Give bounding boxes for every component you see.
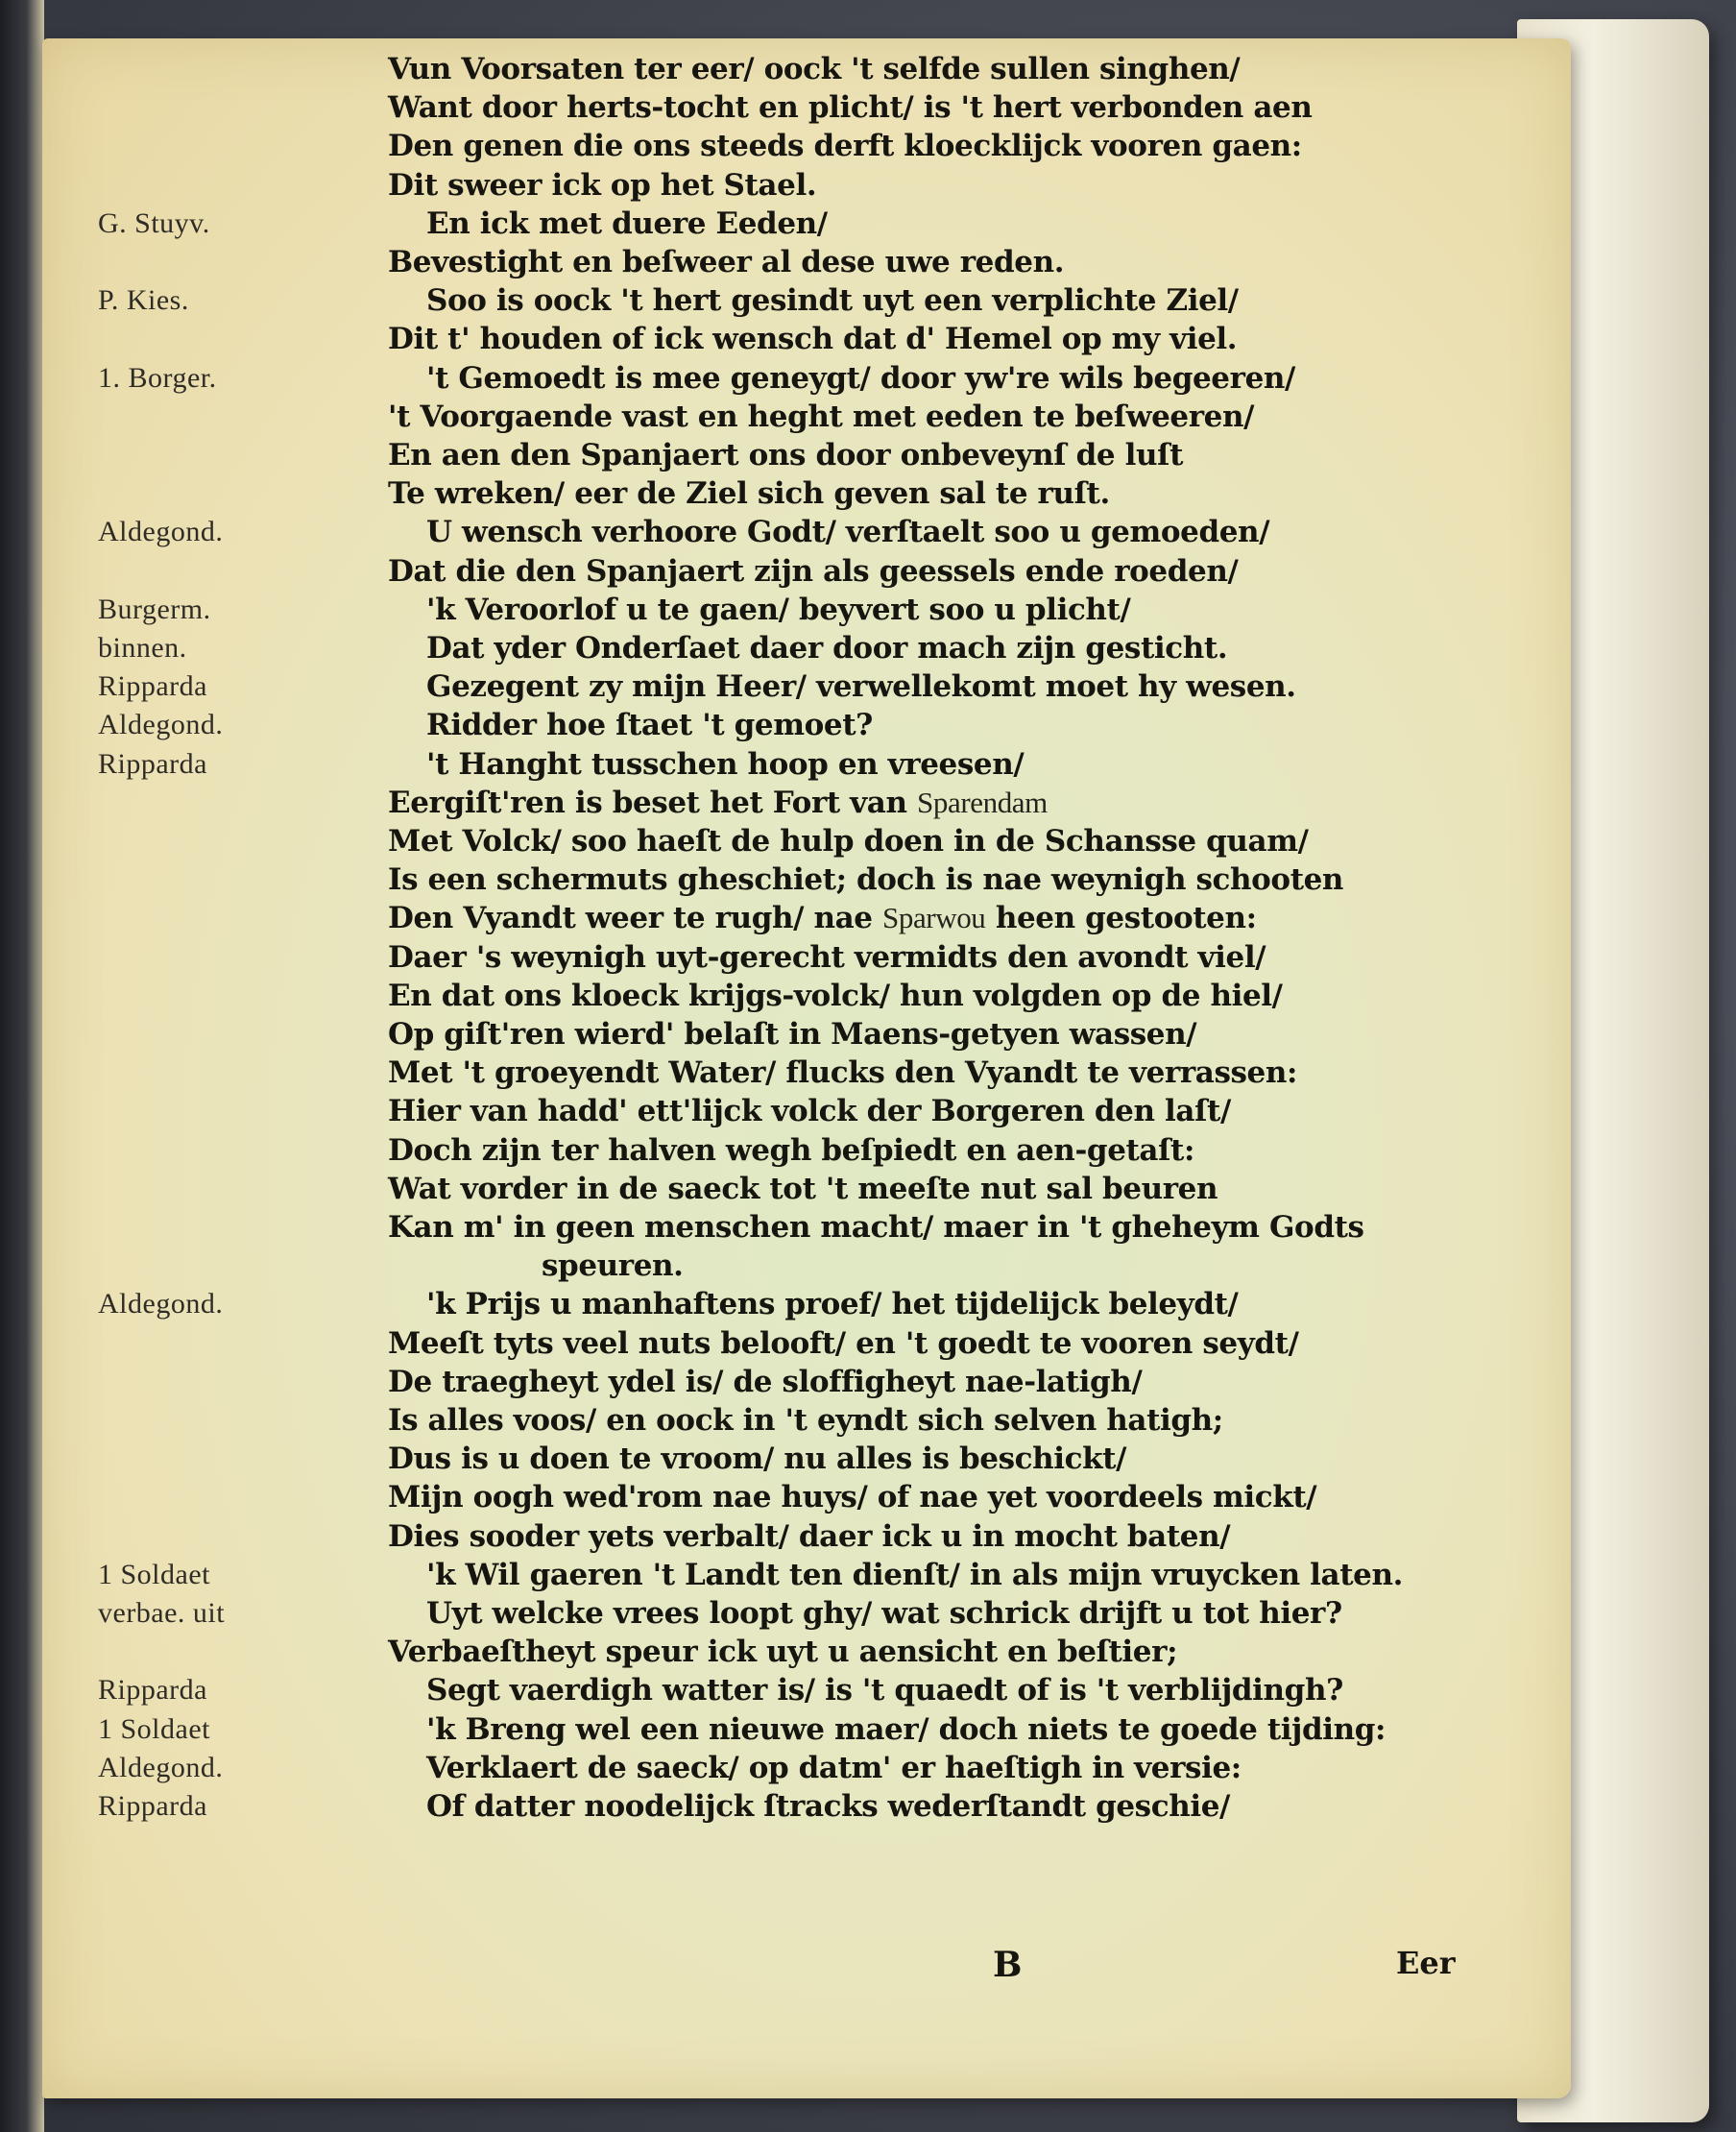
verse-line: [388, 243, 1064, 281]
verse-line: [388, 1170, 1218, 1208]
verse-text: Met Volck/ soo haeſt de hulp doen in de Schansse quam/: [388, 824, 1309, 859]
verse-text: Gezegent zy mijn Heer/ verwellekomt moet hy wesen.: [426, 669, 1296, 705]
verse-text: Segt vaerdigh watter is/ is 't quaedt of is 't verblijdingh?: [426, 1673, 1343, 1708]
verse-line: [388, 1478, 1316, 1516]
verse-text: Wat vorder in de saeck tot 't meeſte nut sal beuren: [388, 1171, 1218, 1206]
speaker-label: Aldegond.: [98, 516, 224, 548]
catchword: Eer: [1396, 1945, 1456, 1981]
verse-line: [388, 398, 1254, 436]
verse-line: [388, 1015, 1196, 1054]
verse-line: [426, 629, 1227, 667]
speaker-label: Aldegond.: [98, 1751, 224, 1783]
verse-line: [426, 1556, 1403, 1594]
verse-text: 'k Wil gaeren 't Landt ten dienſt/ in als mijn vruycken laten.: [426, 1557, 1404, 1592]
speaker-label: G. Stuyv.: [98, 206, 210, 239]
verse-line: [542, 1247, 684, 1285]
verse-line: [426, 706, 873, 744]
verse-line: [388, 1517, 1230, 1556]
verse-text: Is alles voos/ en oock in 't eyndt sich selven hatigh;: [388, 1403, 1223, 1438]
verse-text: Dit t' houden of ick wensch dat d' Hemel op my viel.: [388, 322, 1238, 357]
verse-text: 'k Breng wel een nieuwe maer/ doch niets te goede tijding:: [426, 1711, 1386, 1747]
verse-line: [388, 474, 1110, 513]
verse-line: [426, 745, 1024, 784]
place-name: Sparwou: [882, 901, 986, 935]
verse-line: [388, 1208, 1364, 1247]
verse-line: [426, 1749, 1242, 1787]
verse-text: U wensch verhoore Godt/ verſtaelt soo u gemoeden/: [426, 515, 1270, 550]
verse-text: Eergiſt'ren is beset het Fort van: [388, 785, 918, 820]
verse-text: Is een schermuts gheschiet; doch is nae weynigh schooten: [388, 862, 1344, 898]
verse-line: [426, 1710, 1386, 1749]
verse-line: [426, 281, 1239, 320]
verse-line: [388, 50, 1240, 88]
speaker-label: binnen.: [98, 632, 187, 664]
verse-text: Te wreken/ eer de Ziel sich geven sal te ruſt.: [388, 476, 1110, 512]
verse-text: Want door herts-tocht en plicht/ is 't hert verbonden aen: [388, 90, 1313, 126]
book-page: [42, 38, 1571, 2098]
verse-text: En ick met duere Eeden/: [426, 206, 828, 241]
verse-text: Daer 's weynigh uyt-gerecht vermidts den avondt viel/: [388, 939, 1266, 975]
verse-line: [388, 552, 1238, 591]
verse-text: En dat ons kloeck krijgs-volck/ hun volgden op de hiel/: [388, 978, 1283, 1013]
verse-text: Vun Voorsaten ter eer/ oock 't selfde sullen singhen/: [388, 52, 1241, 86]
verse-line: [388, 166, 816, 205]
speaker-label: P. Kies.: [98, 284, 189, 317]
speaker-label: Burgerm.: [98, 593, 211, 625]
speaker-label: Ripparda: [98, 1674, 207, 1707]
place-name: Sparendam: [917, 785, 1048, 819]
verse-line: [388, 1440, 1126, 1478]
verse-text: Doch zijn ter halven wegh beſpiedt en aen-getaſt:: [388, 1132, 1195, 1168]
verse-line: [388, 88, 1312, 127]
verse-text: Dat yder Onderſaet daer door mach zijn gesticht.: [426, 631, 1228, 666]
verse-line: [388, 860, 1343, 899]
verse-text: speuren.: [542, 1248, 684, 1284]
speaker-label: 1. Borger.: [98, 361, 217, 394]
verse-text: De traegheyt ydel is/ de sloffigheyt nae-latigh/: [388, 1364, 1143, 1399]
verse-text: Kan m' in geen menschen macht/ maer in 't gheheym Godts: [388, 1210, 1364, 1245]
verse-line: [426, 1787, 1230, 1826]
verse-line: [388, 977, 1283, 1015]
verse-line: [388, 1324, 1299, 1363]
verse-text: Dies sooder yets verbalt/ daer ick u in mocht baten/: [388, 1518, 1231, 1554]
speaker-label: Ripparda: [98, 670, 207, 703]
verse-text-continued: heen gestooten:: [985, 901, 1257, 936]
speaker-label: Ripparda: [98, 1790, 207, 1822]
verse-line: [388, 1131, 1194, 1170]
verse-text: Soo is oock 't hert gesindt uyt een verplichte Ziel/: [426, 283, 1239, 319]
verse-text: Ridder hoe ſtaet 't gemoet?: [426, 708, 873, 743]
verse-text: Dus is u doen te vroom/ nu alles is beschickt/: [388, 1442, 1127, 1477]
verse-text: 't Voorgaende vast en heght met eeden te beſweeren/: [388, 399, 1255, 434]
verse-line: [388, 1401, 1223, 1440]
speaker-label: Aldegond.: [98, 709, 224, 741]
book-spine-edge: [0, 0, 44, 2132]
verse-text: Dat die den Spanjaert zijn als geessels ende roeden/: [388, 553, 1239, 589]
speaker-label: 1 Soldaet: [98, 1558, 210, 1590]
verse-line: [388, 899, 1257, 937]
verse-line: [388, 436, 1183, 474]
verse-line: [426, 591, 1130, 629]
speaker-label: 1 Soldaet: [98, 1712, 210, 1745]
verse-text: Uyt welcke vrees loopt ghy/ wat schrick drijft u tot hier?: [426, 1596, 1342, 1631]
verse-line: [426, 205, 828, 243]
verse-text: Meeſt tyts veel nuts belooft/ en 't goedt te vooren seydt/: [388, 1325, 1299, 1361]
verse-text: 't Hanght tusschen hoop en vreesen/: [426, 746, 1025, 782]
verse-text: 'k Veroorlof u te gaen/ beyvert soo u plicht/: [426, 592, 1131, 627]
verse-line: [388, 1092, 1231, 1130]
verse-text: Bevestight en beſweer al dese uwe reden.: [388, 245, 1065, 279]
verse-text: 't Gemoedt is mee geneygt/ door yw're wils begeeren/: [426, 360, 1295, 396]
verse-line: [388, 822, 1309, 860]
verse-text: Verklaert de saeck/ op datm' er haeſtigh in versie:: [426, 1750, 1242, 1785]
speaker-label: Ripparda: [98, 747, 207, 780]
verse-text: Op giſt'ren wierd' belaſt in Maens-getyen wassen/: [388, 1017, 1197, 1052]
verse-line: [388, 938, 1266, 977]
verse-text: 'k Prijs u manhaftens proef/ het tijdelijck beleydt/: [426, 1287, 1239, 1322]
verse-text: Of datter noodelijck ſtracks wederſtandt geschie/: [426, 1789, 1230, 1824]
verse-line: [388, 784, 1048, 822]
verse-line: [388, 1363, 1142, 1401]
verse-text: Hier van hadd' ett'lijck volck der Borgeren den laſt/: [388, 1094, 1231, 1129]
verse-text: Den genen die ons steeds derft kloecklijck vooren gaen:: [388, 129, 1302, 164]
speaker-label: Aldegond.: [98, 1288, 224, 1320]
signature-mark: B: [993, 1945, 1023, 1985]
verse-text: Verbaeſtheyt speur ick uyt u aensicht en beſtier;: [388, 1635, 1178, 1670]
verse-line: [426, 1285, 1238, 1323]
verse-line: [426, 1594, 1342, 1633]
verse-line: [426, 513, 1269, 551]
verse-line: [426, 667, 1296, 706]
verse-line: [426, 359, 1295, 398]
verse-text: Dit sweer ick op het Stael.: [388, 167, 817, 203]
verse-text: Mijn oogh wed'rom nae huys/ of nae yet voordeels mickt/: [388, 1480, 1317, 1515]
verse-line: [388, 1054, 1297, 1092]
verse-line: [388, 1633, 1177, 1671]
verse-text: Den Vyandt weer te rugh/ nae: [388, 901, 882, 936]
verse-line: [388, 127, 1302, 165]
verse-line: [388, 320, 1237, 358]
verse-line: [426, 1671, 1343, 1709]
speaker-label: verbae. uit: [98, 1597, 226, 1629]
verse-text: En aen den Spanjaert ons door onbeveynſ de luſt: [388, 438, 1183, 472]
verse-text: Met 't groeyendt Water/ flucks den Vyandt te verrassen:: [388, 1055, 1298, 1091]
